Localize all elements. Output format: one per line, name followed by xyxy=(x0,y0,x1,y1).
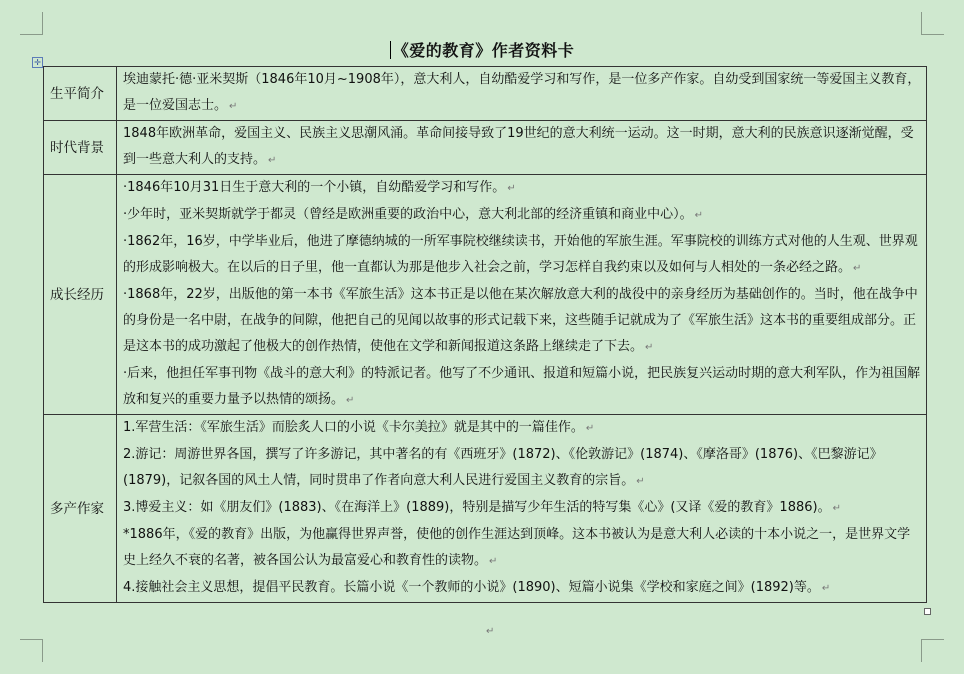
row-label-growth[interactable] xyxy=(44,175,117,415)
content-text: 2.游记：周游世界各国，撰写了许多游记，其中著名的有《西班牙》(1872)、《伦敦游记》(1874)、《摩洛哥》(1876)、《巴黎游记》(1879)，记叙各国的风土人情，同时贯串了作者向意大利人民进行爱国主义教育的宗旨。 xyxy=(123,447,883,488)
paragraph-mark-icon: ↵ xyxy=(832,503,841,514)
row-label-text: 成长经历 xyxy=(50,286,104,303)
row-label-works[interactable] xyxy=(44,415,117,603)
content-text: *1886年，《爱的教育》出版，为他赢得世界声誉，使他的创作生涯达到顶峰。这本书被认为是意大利人必读的十本小说之一，是世界文学史上经久不衰的名著，被各国公认为最富爱心和教育性的读物。 xyxy=(123,527,911,568)
table-row xyxy=(44,121,927,175)
table-move-handle-icon[interactable]: ✛ xyxy=(32,57,43,68)
document-title-text: 《爱的教育》作者资料卡 xyxy=(392,41,575,60)
info-card-table xyxy=(43,66,927,603)
row-label-text: 生平简介 xyxy=(50,85,104,102)
paragraph-mark-icon: ↵ xyxy=(853,263,862,274)
paragraph-mark-icon: ↵ xyxy=(346,395,355,406)
paragraph-mark-icon: ↵ xyxy=(645,342,654,353)
paragraph-mark-icon: ↵ xyxy=(486,626,495,637)
content-line xyxy=(123,229,922,282)
content-text: 1.军营生活：《军旅生活》而脍炙人口的小说《卡尔美拉》就是其中的一篇佳作。 xyxy=(123,420,584,435)
content-text: 4.接触社会主义思想，提倡平民教育。长篇小说《一个教师的小说》(1890)、短篇小说集《学校和家庭之间》(1892)等。 xyxy=(123,580,820,595)
content-line xyxy=(123,495,922,522)
content-line xyxy=(123,361,922,414)
content-text: 3.博爱主义：如《朋友们》(1883)、《在海洋上》(1889)，特别是描写少年生活的特写集《心》(又译《爱的教育》1886)。 xyxy=(123,500,831,515)
table-resize-handle[interactable] xyxy=(924,608,931,615)
content-line xyxy=(123,67,922,120)
content-line xyxy=(123,282,922,361)
table-row xyxy=(44,67,927,121)
paragraph-mark-icon: ↵ xyxy=(489,556,498,567)
row-content-background[interactable] xyxy=(117,121,927,175)
paragraph-mark-icon: ↵ xyxy=(636,476,645,487)
paragraph-mark-icon: ↵ xyxy=(585,423,595,434)
content-text: ·1846年10月31日生于意大利的一个小镇，自幼酷爱学习和写作。 xyxy=(123,180,506,195)
page-corner-bottom-left xyxy=(20,639,43,662)
paragraph-mark-icon: ↵ xyxy=(268,155,277,166)
content-line xyxy=(123,522,922,575)
content-text: ·1868年，22岁，出版他的第一本书《军旅生活》这本书正是以他在某次解放意大利的战役中的亲身经历为基础创作的。当时，他在战争中的身份是一名中尉，在战争的间隙，他把自己的见闻以故事的形式记载下来，这些随手记就成为了《军旅生活》这本书的重要组成部分。正是这本书的成功激起了他极大的创作热情，使他在文学和新闻报道这条路上继续走了下去。 xyxy=(123,287,918,354)
page-corner-bottom-right xyxy=(921,639,944,662)
row-label-background[interactable] xyxy=(44,121,117,175)
row-label-biography[interactable] xyxy=(44,67,117,121)
content-line xyxy=(123,121,922,174)
content-line xyxy=(123,575,922,602)
content-text: 埃迪蒙托·德·亚米契斯（1846年10月~1908年），意大利人，自幼酷爱学习和写作，是一位多产作家。自幼受到国家统一等爱国主义教育，是一位爱国志士。 xyxy=(123,72,921,113)
table-row xyxy=(44,415,927,603)
page-corner-top-right xyxy=(921,12,944,35)
paragraph-mark-icon: ↵ xyxy=(507,183,516,194)
page-corner-top-left xyxy=(20,12,43,35)
content-text: 1848年欧洲革命，爱国主义、民族主义思潮风涌。革命间接导致了19世纪的意大利统一运动。这一时期，意大利的民族意识逐渐觉醒，受到一些意大利人的支持。 xyxy=(123,126,914,167)
row-content-growth[interactable] xyxy=(117,175,927,415)
content-line xyxy=(123,202,922,229)
row-label-text: 多产作家 xyxy=(50,500,104,517)
text-cursor xyxy=(390,41,391,59)
content-text: ·1862年，16岁，中学毕业后，他进了摩德纳城的一所军事院校继续读书，开始他的军旅生涯。军事院校的训练方式对他的人生观、世界观的形成影响极大。在以后的日子里，他一直都认为那是他步入社会之前，学习怎样自我约束以及如何与人相处的一条必经之路。 xyxy=(123,234,918,275)
content-line xyxy=(123,415,922,442)
content-text: ·少年时，亚米契斯就学于都灵（曾经是欧洲重要的政治中心，意大利北部的经济重镇和商业中心）。 xyxy=(123,207,693,222)
row-content-works[interactable] xyxy=(117,415,927,603)
content-text: ·后来，他担任军事刊物《战斗的意大利》的特派记者。他写了不少通讯、报道和短篇小说，把民族复兴运动时期的意大利军队，作为祖国解放和复兴的重要力量予以热情的颂扬。 xyxy=(123,366,921,407)
table-row xyxy=(44,175,927,415)
document-title xyxy=(0,38,964,61)
content-line xyxy=(123,175,922,202)
content-line xyxy=(123,442,922,495)
paragraph-mark-icon: ↵ xyxy=(229,101,238,112)
row-content-biography[interactable] xyxy=(117,67,927,121)
paragraph-mark-icon: ↵ xyxy=(821,583,831,594)
row-label-text: 时代背景 xyxy=(50,139,104,156)
paragraph-mark-icon: ↵ xyxy=(694,210,704,221)
